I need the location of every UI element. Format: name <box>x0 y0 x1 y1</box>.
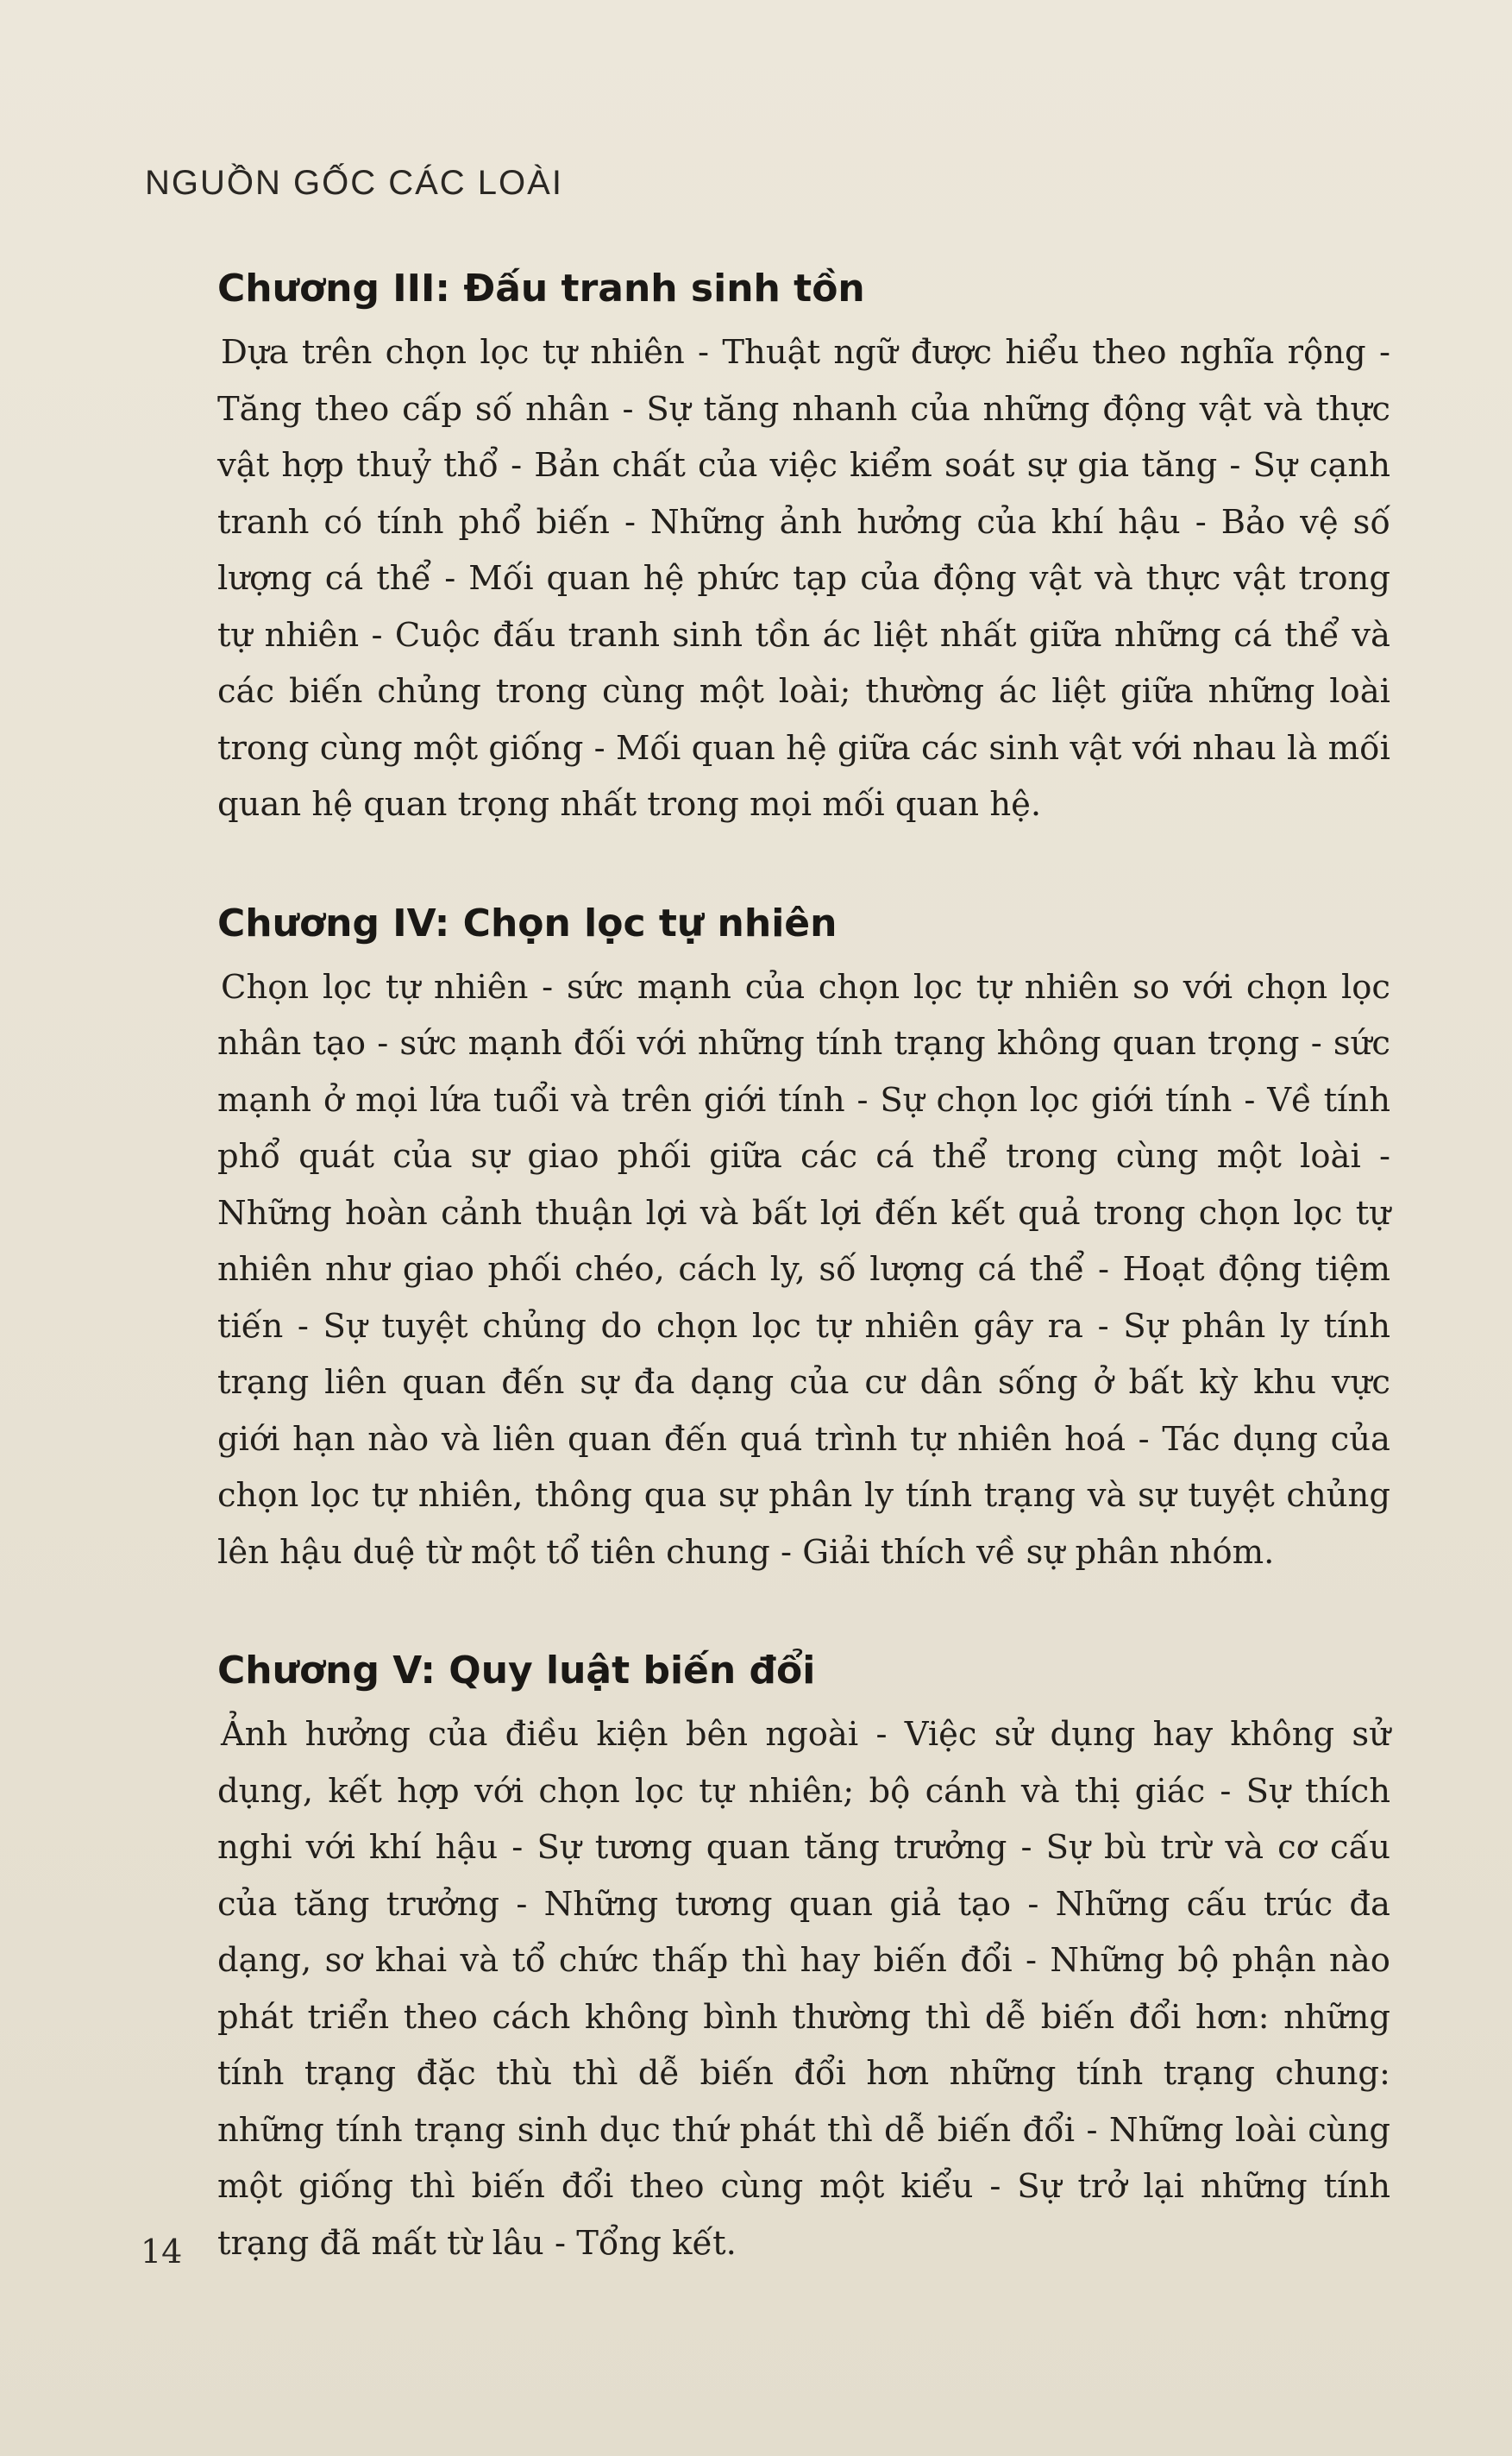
chapter-3 <box>217 259 1390 833</box>
chapter-3-summary: Dựa trên chọn lọc tự nhiên - Thuật ngữ được hiểu theo nghĩa rộng - Tăng theo cấp số nhân - Sự tăng nhanh của những động vật và thực vật hợp thuỷ thổ - Bản chất của việc kiểm soát sự gia tăng - Sự cạnh tranh có tính phổ biến - Những ảnh hưởng của khí hậu - Bảo vệ số lượng cá thể - Mối quan hệ phức tạp của động vật và thực vật trong tự nhiên - Cuộc đấu tranh sinh tồn ác liệt nhất giữa những cá thể và các biến chủng trong cùng một loài; thường ác liệt giữa những loài trong cùng một giống - Mối quan hệ giữa các sinh vật với nhau là mối quan hệ quan trọng nhất trong mọi mối quan hệ. <box>217 333 1390 824</box>
chapter-5-title: Chương V: Quy luật biến đổi <box>217 1649 816 1693</box>
chapter-4-summary: Chọn lọc tự nhiên - sức mạnh của chọn lọc tự nhiên so với chọn lọc nhân tạo - sức mạnh đối với những tính trạng không quan trọng - sức mạnh ở mọi lứa tuổi và trên giới tính - Sự chọn lọc giới tính - Về tính phổ quát của sự giao phối giữa các cá thể trong cùng một loài - Những hoàn cảnh thuận lợi và bất lợi đến kết quả trong chọn lọc tự nhiên như giao phối chéo, cách ly, số lượng cá thể - Hoạt động tiệm tiến - Sự tuyệt chủng do chọn lọc tự nhiên gây ra - Sự phân ly tính trạng liên quan đến sự đa dạng của cư dân sống ở bất kỳ khu vực giới hạn nào và liên quan đến quá trình tự nhiên hoá - Tác dụng của chọn lọc tự nhiên, thông qua sự phân ly tính trạng và sự tuyệt chủng lên hậu duệ từ một tổ tiên chung - Giải thích về sự phân nhóm. <box>217 967 1390 1572</box>
chapter-5 <box>217 1641 1390 2271</box>
chapter-3-title: Chương III: Đấu tranh sinh tồn <box>217 267 865 311</box>
chapter-4-title: Chương IV: Chọn lọc tự nhiên <box>217 901 838 945</box>
page-content <box>217 259 1390 2332</box>
chapter-4 <box>217 894 1390 1581</box>
running-head: NGUỒN GỐC CÁC LOÀI <box>145 164 563 202</box>
chapter-5-summary: Ảnh hưởng của điều kiện bên ngoài - Việc sử dụng hay không sử dụng, kết hợp với chọn lọc tự nhiên; bộ cánh và thị giác - Sự thích nghi với khí hậu - Sự tương quan tăng trưởng - Sự bù trừ và cơ cấu của tăng trưởng - Những tương quan giả tạo - Những cấu trúc đa dạng, sơ khai và tổ chức thấp thì hay biến đổi - Những bộ phận nào phát triển theo cách không bình thường thì dễ biến đổi hơn: những tính trạng đặc thù thì dễ biến đổi hơn những tính trạng chung: những tính trạng sinh dục thứ phát thì dễ biến đổi - Những loài cùng một giống thì biến đổi theo cùng một kiểu - Sự trở lại những tính trạng đã mất từ lâu - Tổng kết. <box>217 1715 1390 2263</box>
page-number: 14 <box>141 2233 183 2271</box>
